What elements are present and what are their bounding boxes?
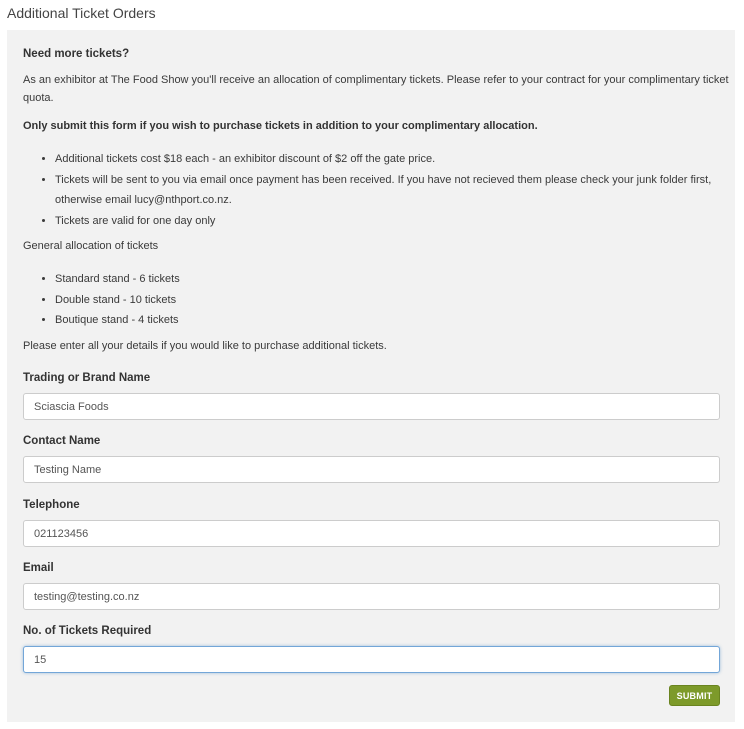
trading-name-label: Trading or Brand Name xyxy=(23,372,151,384)
list-item: • Double stand - 10 tickets xyxy=(55,290,735,311)
page-title: Additional Ticket Orders xyxy=(7,5,156,21)
enter-details-text: Please enter all your details if you would like to purchase additional tickets. xyxy=(23,340,387,352)
trading-name-input[interactable] xyxy=(23,393,720,420)
submit-notice: Only submit this form if you wish to purchase tickets in addition to your complimentary allocation. xyxy=(23,120,538,132)
intro-text: As an exhibitor at The Food Show you'll receive an allocation of complimentary tickets. Please refer to your contract for your complimentary ticket quota. xyxy=(23,74,729,104)
contact-name-label: Contact Name xyxy=(23,435,101,447)
ticket-order-panel xyxy=(7,30,735,722)
allocation-heading: General allocation of tickets xyxy=(23,240,159,252)
list-item: • Boutique stand - 4 tickets xyxy=(55,310,735,331)
tickets-required-label: No. of Tickets Required xyxy=(23,625,152,637)
intro-heading: Need more tickets? xyxy=(23,48,130,60)
contact-name-input[interactable] xyxy=(23,456,720,483)
tickets-required-input[interactable] xyxy=(23,646,720,673)
info-list xyxy=(37,149,735,231)
email-input[interactable] xyxy=(23,583,720,610)
list-item: • Standard stand - 6 tickets xyxy=(55,269,735,290)
telephone-input[interactable] xyxy=(23,520,720,547)
submit-button[interactable]: SUBMIT xyxy=(669,685,720,706)
list-item: • Additional tickets cost $18 each - an exhibitor discount of $2 off the gate price. xyxy=(55,149,735,170)
allocation-list xyxy=(37,269,735,331)
list-item: • Tickets are valid for one day only xyxy=(55,211,735,232)
list-item: • Tickets will be sent to you via email once payment has been received. If you have not recieved them please check your junk folder first, otherwise email lucy@nthport.co.nz. xyxy=(55,170,735,211)
telephone-label: Telephone xyxy=(23,499,80,511)
email-label: Email xyxy=(23,562,54,574)
